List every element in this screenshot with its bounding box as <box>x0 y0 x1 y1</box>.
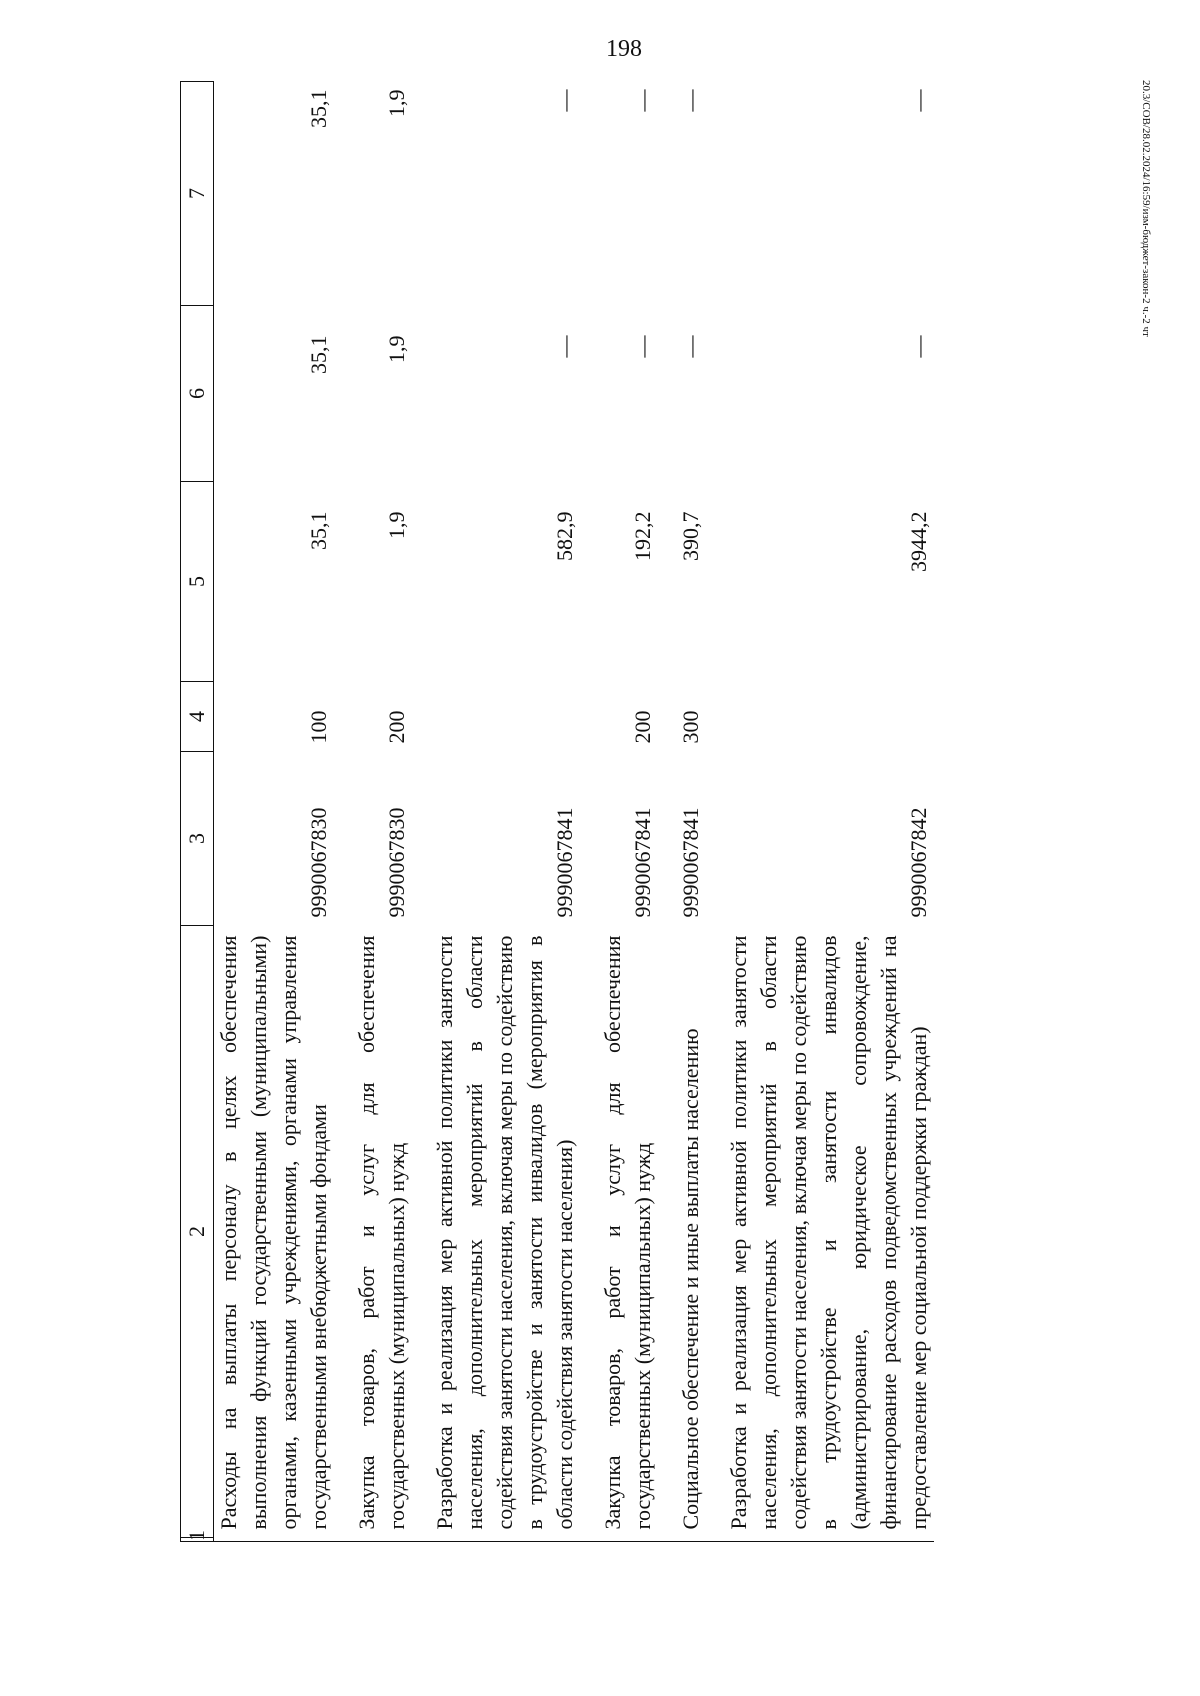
row-description: Закупка товаров, работ и услуг для обеспечения государственных (муниципальных) нужд <box>600 935 655 1530</box>
header-row <box>181 82 214 1542</box>
table-row <box>676 82 706 1542</box>
row-code: 9990067830 <box>384 807 409 918</box>
row-value-5: 35,1 <box>306 511 331 550</box>
row-value-6: 35,1 <box>306 335 331 374</box>
row-vr <box>430 682 580 752</box>
row-description: Расходы на выплаты персоналу в целях обеспечения выполнения функций государственными (муниципальными) органами, казенными учреждениями, органами управления государственными внебюджетными фондами <box>216 935 331 1530</box>
row-value-5: 3944,2 <box>906 511 931 572</box>
table-row <box>598 82 658 1542</box>
row-vr: 300 <box>678 710 703 744</box>
row-description: Разработка и реализация мер активной политики занятости населения, дополнительных мероприятий в области содействия занятости населения, включая меры по содействию в трудоустройстве и занятости инвалидов (мероприятия в области содействия занятости населения) <box>432 935 577 1530</box>
table-row <box>352 82 412 1542</box>
row-vr <box>724 682 934 752</box>
row-code: 9990067841 <box>552 807 577 918</box>
row-value-7: — <box>630 89 655 112</box>
row-vr: 200 <box>630 710 655 744</box>
col-header-7: 7 <box>181 82 214 306</box>
row-value-6: 1,9 <box>384 335 409 363</box>
col-header-6: 6 <box>181 306 214 482</box>
rotated-table-sheet <box>180 82 1060 1542</box>
row-value-7: — <box>906 89 931 112</box>
row-vr: 200 <box>384 710 409 744</box>
col-header-1: 1 <box>181 1538 214 1542</box>
table-row <box>724 82 934 1542</box>
row-value-6: — <box>552 335 577 358</box>
row-value-7: 35,1 <box>306 89 331 128</box>
row-vr: 100 <box>306 710 331 744</box>
budget-table <box>180 81 934 1542</box>
row-value-5: 192,2 <box>630 511 655 561</box>
row-code: 9990067841 <box>678 807 703 918</box>
row-description: Социальное обеспечение и иные выплаты населению <box>678 1028 703 1530</box>
row-value-5: 390,7 <box>678 511 703 561</box>
row-code: 9990067841 <box>630 807 655 918</box>
row-value-6: — <box>630 335 655 358</box>
col-header-4: 4 <box>181 682 214 752</box>
table-row <box>430 82 580 1542</box>
col-header-3: 3 <box>181 752 214 926</box>
row-value-7: — <box>552 89 577 112</box>
col-header-2: 2 <box>181 926 214 1538</box>
row-code: 9990067842 <box>906 807 931 918</box>
row-value-6: — <box>678 335 703 358</box>
row-value-7: — <box>678 89 703 112</box>
row-value-6: — <box>906 335 931 358</box>
table-row <box>214 82 335 1542</box>
footer-code: 20.3/СОВ/28.02.2024/16:59/изм-бюджет-закон-2 ч.-2 чт <box>1140 80 1152 337</box>
page-number: 198 <box>606 36 642 62</box>
row-value-5: 1,9 <box>384 511 409 539</box>
col-header-5: 5 <box>181 482 214 682</box>
row-description: Разработка и реализация мер активной политики занятости населения, дополнительных мероприятий в области содействия занятости населения, включая меры по содействию в трудоустройстве и занятости инвалидов (администрирование, юридическое сопровождение, финансирование расходов подведомственных учреждений на предоставление мер социальной поддержки граждан) <box>726 935 931 1530</box>
row-description: Закупка товаров, работ и услуг для обеспечения государственных (муниципальных) нужд <box>354 935 409 1530</box>
row-value-7: 1,9 <box>384 89 409 117</box>
row-code: 9990067830 <box>306 807 331 918</box>
row-value-5: 582,9 <box>552 511 577 561</box>
